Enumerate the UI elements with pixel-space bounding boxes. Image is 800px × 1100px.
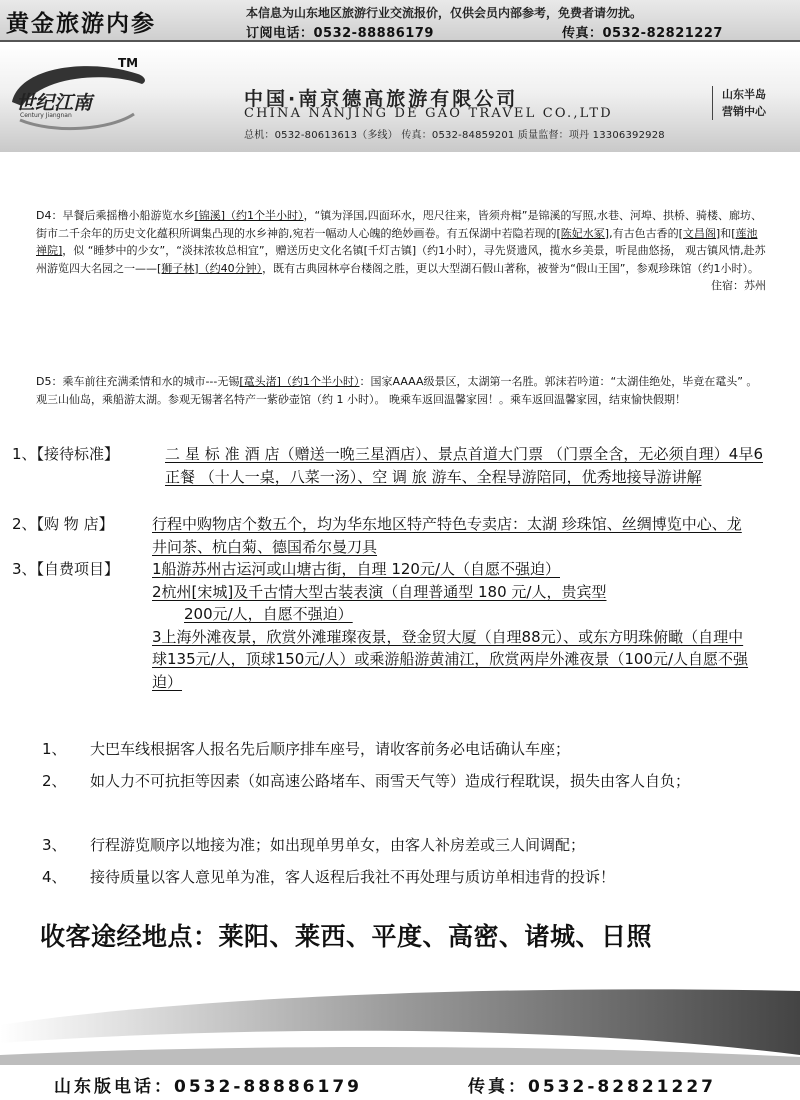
header-divider [712, 86, 713, 120]
d4-spot-jinxi: [锦溪]（约1个半小时） [194, 209, 304, 222]
d4-text: 早餐后乘摇橹小船游览水乡 [62, 209, 195, 222]
section-shopping [12, 513, 787, 559]
pickup-locations: 收客途经地点：莱阳、莱西、平度、高密、诸城、日照 [40, 922, 653, 951]
note-text: 接待质量以客人意见单为准，客人返程后我社不再处理与质访单相违背的投诉！ [90, 868, 616, 886]
section-reception-standard [12, 443, 787, 513]
region-line-1: 山东半岛 [722, 88, 766, 101]
note-text: 行程游览顺序以地接为准；如出现单男单女，由客人补房差或三人间调配； [90, 836, 586, 854]
section-optional-items [12, 558, 787, 690]
section-label: 1、【接待标准】 [12, 445, 120, 463]
company-name-english: CHINA NANJING DE GAO TRAVEL CO.,LTD [244, 106, 613, 121]
subscription-phone: 订阅电话：0532-88886179 [246, 26, 434, 41]
note-item [42, 765, 782, 829]
logo-chinese-name: 世纪江南 [16, 92, 93, 114]
d4-text: ,有古色古香的 [609, 226, 679, 240]
d5-spot-yuantouzhu: [鼋头渚]（约1个半小时） [239, 375, 360, 388]
d5-text: ：国家AAAA级景区，太湖第一名胜。郭沫若吟道：“太湖佳绝处，毕竟在鼋头” 。观三山仙岛，乘船游太湖。参观无锡著名特产一紫砂壶馆（约 1 小时）。 晚乘车返回温馨家园！。乘车返回温馨家园，结束愉快假期！ [36, 375, 758, 406]
section-label: 2、【购 物 店】 [12, 515, 114, 533]
note-text: 大巴车线根据客人报名先后顺序排车座号，请收客前务必电话确认车座； [90, 740, 571, 758]
optional-item-1: 1船游苏州古运河或山塘古街，自理 120元/人（自愿不强迫） [152, 560, 560, 578]
d4-spot-chenfei: [陈妃水冢] [556, 226, 610, 240]
footer-brush-decoration-icon [0, 985, 800, 1065]
optional-item-3: 3上海外滩夜景，欣赏外滩璀璨夜景，登金贸大厦（自理88元）、或东方明珠俯瞰（自理中球135元/人，顶球150元/人）或乘游船游黄浦江，欣赏两岸外滩夜景（100元/人自愿不强迫） [152, 627, 749, 691]
d4-text: ，“镇为泽国,四面环水，咫尺往来，皆须舟楫”是锦溪的写照,水巷、河埠、拱桥、骑楼、廊坊、街市二千余年的历史文化蕴积所调集凸现的水乡神韵,宛若一幅动人心魄的绝妙画卷。有五保湖中若隐若现的 [36, 209, 762, 240]
d4-spot-shizilin: [狮子林]（约40分钟） [157, 261, 263, 275]
company-contact-line: 总机：0532-80613613（多线） 传真：0532-84859201 质量监督：项丹 13306392928 [244, 130, 665, 141]
footer-phone: 山东版电话：0532-88886179 [54, 1077, 362, 1097]
note-number: 4、 [42, 868, 67, 886]
trademark-mark: TM [118, 56, 139, 70]
itinerary-day-5 [36, 373, 766, 408]
d4-text: 和 [720, 226, 732, 240]
subscription-fax: 传真：0532-82821227 [562, 26, 723, 41]
logo-english-name: Century Jiangnan [20, 112, 72, 119]
d5-text: 乘车前往充满柔情和水的城市---无锡 [62, 375, 240, 388]
optional-item-2: 2杭州[宋城]及千古情大型古装表演（自理普通型 180 元/人，贵宾型 [152, 582, 607, 601]
marketing-center-label [722, 86, 766, 120]
note-text: 如人力不可抗拒等因素（如高速公路堵车、雨雪天气等）造成行程耽误，损失由客人自负； [90, 772, 691, 790]
d4-text: ，似 “睡梦中的少女”，“淡抹浓妆总相宜”，赠送历史文化名镇[千灯古镇]（约1小时），寻先贤遗风，揽水乡美景，听昆曲悠扬， 观古镇风情,赴苏州游览四大名园之一—— [36, 244, 766, 275]
section-body: 二 星 标 准 酒 店（赠送一晚三星酒店）、景点首道大门票 （门票全含，无必须自理）4早6正餐 （十人一桌，八菜一汤）、空 调 旅 游车、全程导游陪同，优秀地接导游讲解 [165, 445, 763, 486]
region-line-2: 营销中心 [722, 105, 766, 118]
lodging-note: 住宿：苏州 [711, 279, 766, 293]
note-number: 3、 [42, 836, 67, 854]
section-label: 3、【自费项目】 [12, 560, 120, 578]
d4-text: ，既有古典园林亭台楼阁之胜，更以大型湖石假山著称，被誉为“假山王国”，参观珍珠馆（约1小时）。 [262, 261, 759, 275]
day-label: D4： [36, 209, 63, 222]
note-number: 1、 [42, 740, 67, 758]
footer-fax: 传真：0532-82821227 [468, 1077, 716, 1097]
company-name-chinese: 中国·南京德高旅游有限公司 [244, 88, 519, 110]
section-body: 行程中购物店个数五个，均为华东地区特产特色专卖店：太湖 珍珠馆、丝绸博览中心、龙井问茶、杭白菊、德国希尔曼刀具 [152, 515, 742, 556]
optional-item-2-cont: 200元/人，自愿不强迫） [184, 605, 353, 623]
note-number: 2、 [42, 772, 67, 790]
d4-spot-lianchi: [莲池禅院] [36, 226, 758, 258]
d4-spot-wenchang: [文昌阁] [678, 226, 721, 240]
day-label: D5： [36, 375, 63, 388]
member-notice: 本信息为山东地区旅游行业交流报价，仅供会员内部参考，免费者请勿扰。 [246, 6, 643, 20]
note-item [42, 861, 782, 925]
publication-title: 黄金旅游内参 [6, 11, 156, 37]
itinerary-day-4 [36, 207, 766, 295]
